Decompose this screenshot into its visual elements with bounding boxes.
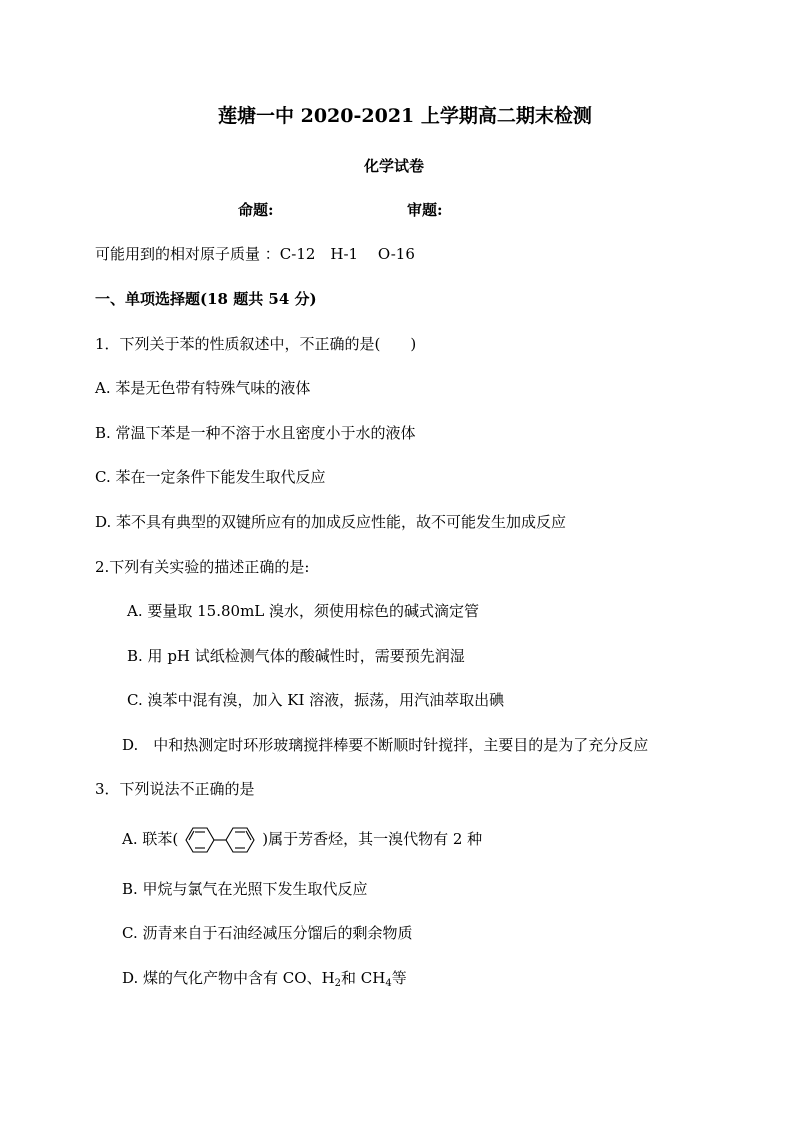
atomic-mass-line: 可能用到的相对原子质量 ：C-12 H-1 O-16 xyxy=(95,245,415,263)
question-1-stem: 1．下列关于苯的性质叙述中，不正确的是( ) xyxy=(95,335,417,353)
question-3-stem: 3．下列说法不正确的是 xyxy=(95,780,255,798)
question-3-option-d xyxy=(122,968,407,988)
question-2-option-c: C. 溴苯中混有溴，加入 KI 溶液，振荡，用汽油萃取出碘 xyxy=(127,691,505,709)
option-d-text-3: 等 xyxy=(391,969,407,987)
option-d-text-2: 和 CH xyxy=(341,969,386,987)
question-2-option-b: B. 用 pH 试纸检测气体的酸碱性时，需要预先润湿 xyxy=(127,647,465,665)
question-1-option-a: A. 苯是无色带有特殊气味的液体 xyxy=(95,379,311,397)
reviewer-label: 审题: xyxy=(407,201,443,219)
question-2-option-a: A. 要量取 15.80mL 溴水，须使用棕色的碱式滴定管 xyxy=(127,602,480,620)
page-subtitle: 化学试卷 xyxy=(364,157,425,175)
page-title: 莲塘一中 2020-2021 上学期高二期末检测 xyxy=(218,105,592,127)
question-3-option-b: B. 甲烷与氯气在光照下发生取代反应 xyxy=(122,880,368,898)
option-a-prefix: A. 联苯( xyxy=(122,830,179,848)
option-d-text-1: D. 煤的气化产物中含有 CO、H xyxy=(122,969,335,987)
question-3-option-a xyxy=(122,829,482,850)
question-1-option-c: C. 苯在一定条件下能发生取代反应 xyxy=(95,468,326,486)
question-1-option-d: D. 苯不具有典型的双键所应有的加成反应性能，故不可能发生加成反应 xyxy=(95,513,567,531)
question-2-stem: 2.下列有关实验的描述正确的是: xyxy=(95,558,310,576)
option-a-suffix: )属于芳香烃，其一溴代物有 2 种 xyxy=(262,830,483,848)
question-3-option-c: C. 沥青来自于石油经减压分馏后的剩余物质 xyxy=(122,924,413,942)
h2-subscript: 2 xyxy=(334,978,342,989)
ch4-subscript: 4 xyxy=(385,978,392,989)
question-2-option-d: D. 中和热测定时环形玻璃搅拌棒要不断顺时针搅拌，主要目的是为了充分反应 xyxy=(122,736,649,754)
biphenyl-structure-icon xyxy=(178,824,262,856)
author-label: 命题: xyxy=(238,201,274,219)
question-1-option-b: B. 常温下苯是一种不溶于水且密度小于水的液体 xyxy=(95,424,416,442)
section-heading: 一、单项选择题(18 题共 54 分) xyxy=(95,290,317,308)
